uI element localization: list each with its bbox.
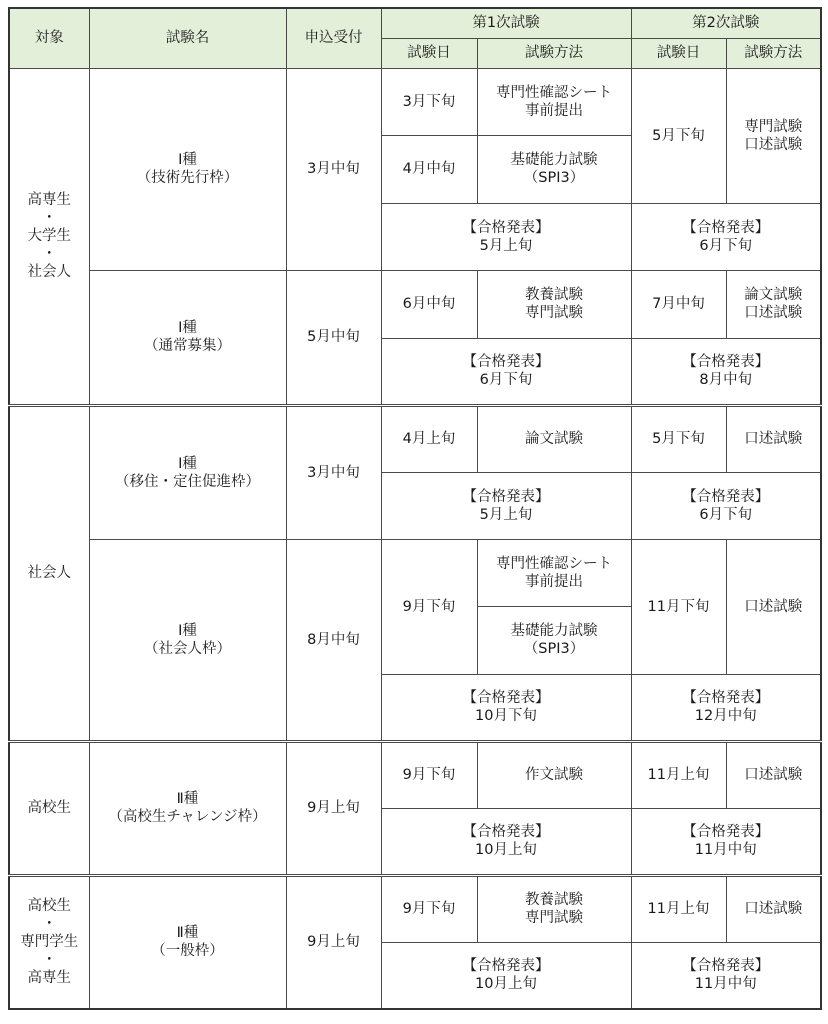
first-exam-date-cell: 4月中旬	[381, 135, 477, 203]
second-exam-date-cell: 5月下旬	[631, 68, 726, 203]
second-result-cell: 【合格発表】 12月中旬	[631, 674, 821, 741]
second-exam-date-cell: 11月上旬	[631, 875, 726, 942]
first-result-cell: 【合格発表】 10月上旬	[381, 808, 631, 875]
group-3	[9, 741, 821, 875]
header-second-exam: 第2次試験	[631, 8, 821, 38]
application-cell: 9月上旬	[286, 875, 381, 1009]
second-exam-date-cell: 7月中旬	[631, 270, 726, 338]
first-exam-date-cell: 6月中旬	[381, 270, 477, 338]
target-cell: 社会人	[9, 405, 89, 741]
second-exam-method-cell: 口述試験	[726, 875, 821, 942]
second-exam-method-cell: 口述試験	[726, 405, 821, 472]
application-cell: 9月上旬	[286, 741, 381, 875]
target-cell: 高校生 ・ 専門学生 ・ 高専生	[9, 875, 89, 1009]
first-exam-method-cell: 基礎能力試験 （SPI3）	[477, 135, 631, 203]
target-cell: 高専生 ・ 大学生 ・ 社会人	[9, 68, 89, 405]
header-first-exam-date: 試験日	[381, 38, 477, 68]
second-exam-method-cell: 口述試験	[726, 539, 821, 674]
second-result-cell: 【合格発表】 11月中旬	[631, 942, 821, 1009]
first-exam-method-cell: 教養試験 専門試験	[477, 875, 631, 942]
first-exam-date-cell: 9月下旬	[381, 539, 477, 674]
first-result-cell: 【合格発表】 5月上旬	[381, 203, 631, 270]
first-exam-date-cell: 3月下旬	[381, 68, 477, 135]
first-result-cell: 【合格発表】 6月下旬	[381, 338, 631, 405]
first-exam-method-cell: 専門性確認シート 事前提出	[477, 68, 631, 135]
group-2	[9, 405, 821, 741]
header-target: 対象	[9, 8, 89, 68]
table-row	[9, 270, 821, 338]
first-exam-method-cell: 専門性確認シート 事前提出	[477, 539, 631, 606]
target-cell: 高校生	[9, 741, 89, 875]
exam-name-cell: Ⅱ種 （一般枠）	[89, 875, 286, 1009]
second-result-cell: 【合格発表】 6月下旬	[631, 472, 821, 539]
group-4	[9, 875, 821, 1009]
application-cell: 5月中旬	[286, 270, 381, 405]
table-row	[9, 405, 821, 472]
group-1	[9, 68, 821, 405]
first-result-cell: 【合格発表】 10月上旬	[381, 942, 631, 1009]
application-cell: 8月中旬	[286, 539, 381, 741]
header-application: 申込受付	[286, 8, 381, 68]
table-row	[9, 68, 821, 135]
application-cell: 3月中旬	[286, 68, 381, 270]
second-exam-date-cell: 5月下旬	[631, 405, 726, 472]
header-second-exam-date: 試験日	[631, 38, 726, 68]
first-exam-method-cell: 教養試験 専門試験	[477, 270, 631, 338]
exam-name-cell: Ⅱ種 （高校生チャレンジ枠）	[89, 741, 286, 875]
header-second-exam-method: 試験方法	[726, 38, 821, 68]
second-exam-method-cell: 論文試験 口述試験	[726, 270, 821, 338]
application-cell: 3月中旬	[286, 405, 381, 539]
first-exam-method-cell: 論文試験	[477, 405, 631, 472]
first-exam-date-cell: 4月上旬	[381, 405, 477, 472]
header-first-exam-method: 試験方法	[477, 38, 631, 68]
first-result-cell: 【合格発表】 5月上旬	[381, 472, 631, 539]
second-exam-method-cell: 口述試験	[726, 741, 821, 808]
first-result-cell: 【合格発表】 10月下旬	[381, 674, 631, 741]
table-row	[9, 875, 821, 942]
exam-schedule-table	[8, 7, 822, 1010]
exam-name-cell: Ⅰ種 （技術先行枠）	[89, 68, 286, 270]
table-row	[9, 539, 821, 606]
first-exam-date-cell: 9月下旬	[381, 875, 477, 942]
second-exam-date-cell: 11月下旬	[631, 539, 726, 674]
second-exam-method-cell: 専門試験 口述試験	[726, 68, 821, 203]
header-first-exam: 第1次試験	[381, 8, 631, 38]
second-exam-date-cell: 11月上旬	[631, 741, 726, 808]
exam-name-cell: Ⅰ種 （移住・定住促進枠）	[89, 405, 286, 539]
second-result-cell: 【合格発表】 8月中旬	[631, 338, 821, 405]
exam-name-cell: Ⅰ種 （社会人枠）	[89, 539, 286, 741]
header-exam-name: 試験名	[89, 8, 286, 68]
second-result-cell: 【合格発表】 11月中旬	[631, 808, 821, 875]
first-exam-method-cell: 作文試験	[477, 741, 631, 808]
first-exam-method-cell: 基礎能力試験 （SPI3）	[477, 606, 631, 674]
table-row	[9, 741, 821, 808]
first-exam-date-cell: 9月下旬	[381, 741, 477, 808]
exam-name-cell: Ⅰ種 （通常募集）	[89, 270, 286, 405]
second-result-cell: 【合格発表】 6月下旬	[631, 203, 821, 270]
